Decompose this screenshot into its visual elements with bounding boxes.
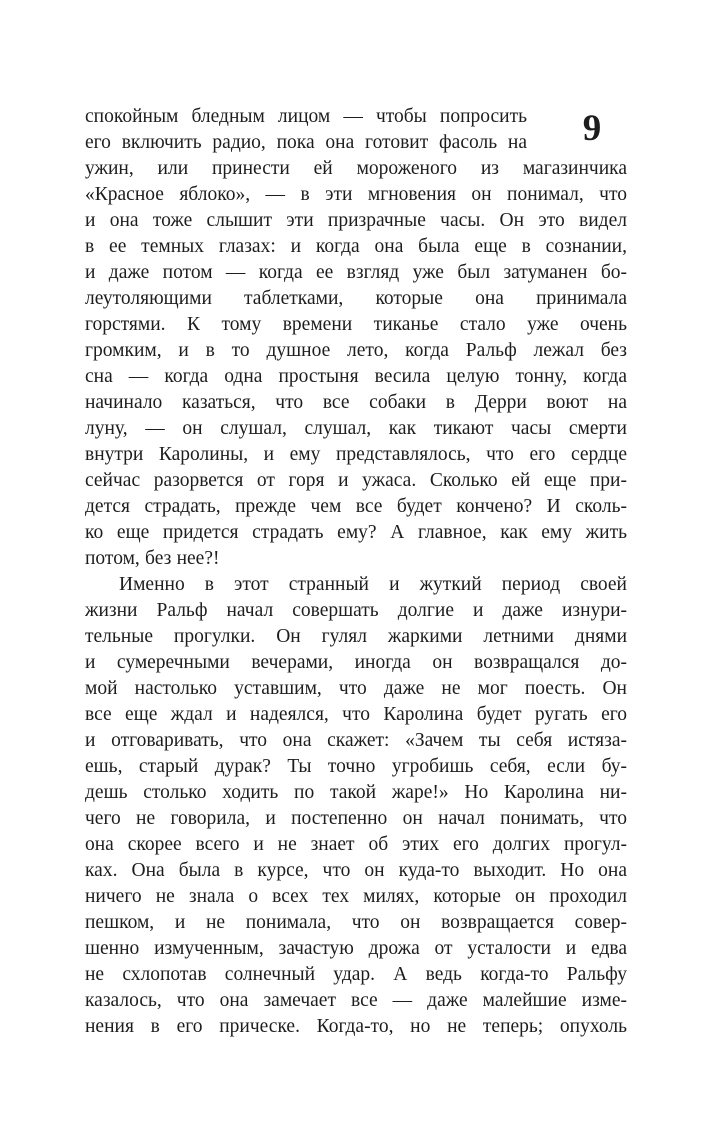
text-line: спокойным бледным лицом — чтобы попросить (85, 106, 527, 127)
text-line: казалось, что она замечает все — даже малейшие изме- (85, 990, 627, 1011)
text-line: ках. Она была в курсе, что он куда-то выходит. Но она (85, 860, 627, 881)
body-text (85, 104, 627, 1040)
text-line: ко еще придется страдать ему? А главное, как ему жить (85, 522, 627, 543)
text-line: и отговаривать, что она скажет: «Зачем ты себя истяза- (85, 730, 627, 751)
text-line: ешь, старый дурак? Ты точно угробишь себя, если бу- (85, 756, 627, 777)
text-line: «Красное яблоко», — в эти мгновения он понимал, что (85, 184, 627, 205)
text-line: в ее темных глазах: и когда она была еще в сознании, (85, 236, 627, 257)
text-line: Именно в этот странный и жуткий период своей (119, 574, 627, 595)
text-line: луну, — он слушал, слушал, как тикают часы смерти (85, 418, 627, 439)
text-line: чего не говорила, и постепенно он начал понимать, что (85, 808, 627, 829)
text-line: она скорее всего и не знает об этих его долгих прогул- (85, 834, 627, 855)
text-line: ужин, или принести ей мороженого из магазинчика (85, 158, 627, 179)
text-column (85, 104, 627, 1040)
text-line: все еще ждал и надеялся, что Каролина будет ругать его (85, 704, 627, 725)
text-line: сейчас разорвется от горя и ужаса. Сколько ей еще при- (85, 470, 627, 491)
text-line: нения в его прическе. Когда-то, но не теперь; опухоль (85, 1016, 627, 1037)
paragraph (85, 104, 627, 572)
text-line: громким, и в то душное лето, когда Ральф лежал без (85, 340, 627, 361)
text-line: ничего не знала о всех тех милях, которые он проходил (85, 886, 627, 907)
text-line: леутоляющими таблетками, которые она принимала (85, 288, 627, 309)
text-line: дешь столько ходить по такой жаре!» Но Каролина ни- (85, 782, 627, 803)
text-line: внутри Каролины, и ему представлялось, что его сердце (85, 444, 627, 465)
text-line: начинало казаться, что все собаки в Дерри воют на (85, 392, 627, 413)
page-number-value: 9 (582, 108, 602, 149)
text-line: дется страдать, прежде чем все будет кончено? И сколь- (85, 496, 627, 517)
text-line: мой настолько уставшим, что даже не мог поесть. Он (85, 678, 627, 699)
text-line: сна — когда одна простыня весила целую тонну, когда (85, 366, 627, 387)
text-line: и сумеречными вечерами, иногда он возвращался до- (85, 652, 627, 673)
text-line: потом, без нее?! (85, 548, 220, 569)
text-line: не схлопотав солнечный удар. А ведь когда-то Ральфу (85, 964, 627, 985)
text-line: и она тоже слышит эти призрачные часы. Он это видел (85, 210, 627, 231)
text-line: горстями. К тому времени тиканье стало уже очень (85, 314, 627, 335)
text-line: шенно измученным, зачастую дрожа от усталости и едва (85, 938, 627, 959)
text-line: и даже потом — когда ее взгляд уже был затуманен бо- (85, 262, 627, 283)
text-line: его включить радио, пока она готовит фасоль на (85, 132, 527, 153)
text-line: тельные прогулки. Он гулял жаркими летними днями (85, 626, 627, 647)
text-line: жизни Ральф начал совершать долгие и даже изнури- (85, 600, 627, 621)
page-number (527, 104, 627, 154)
paragraph (85, 572, 627, 1040)
text-line: пешком, и не понимала, что он возвращается совер- (85, 912, 627, 933)
